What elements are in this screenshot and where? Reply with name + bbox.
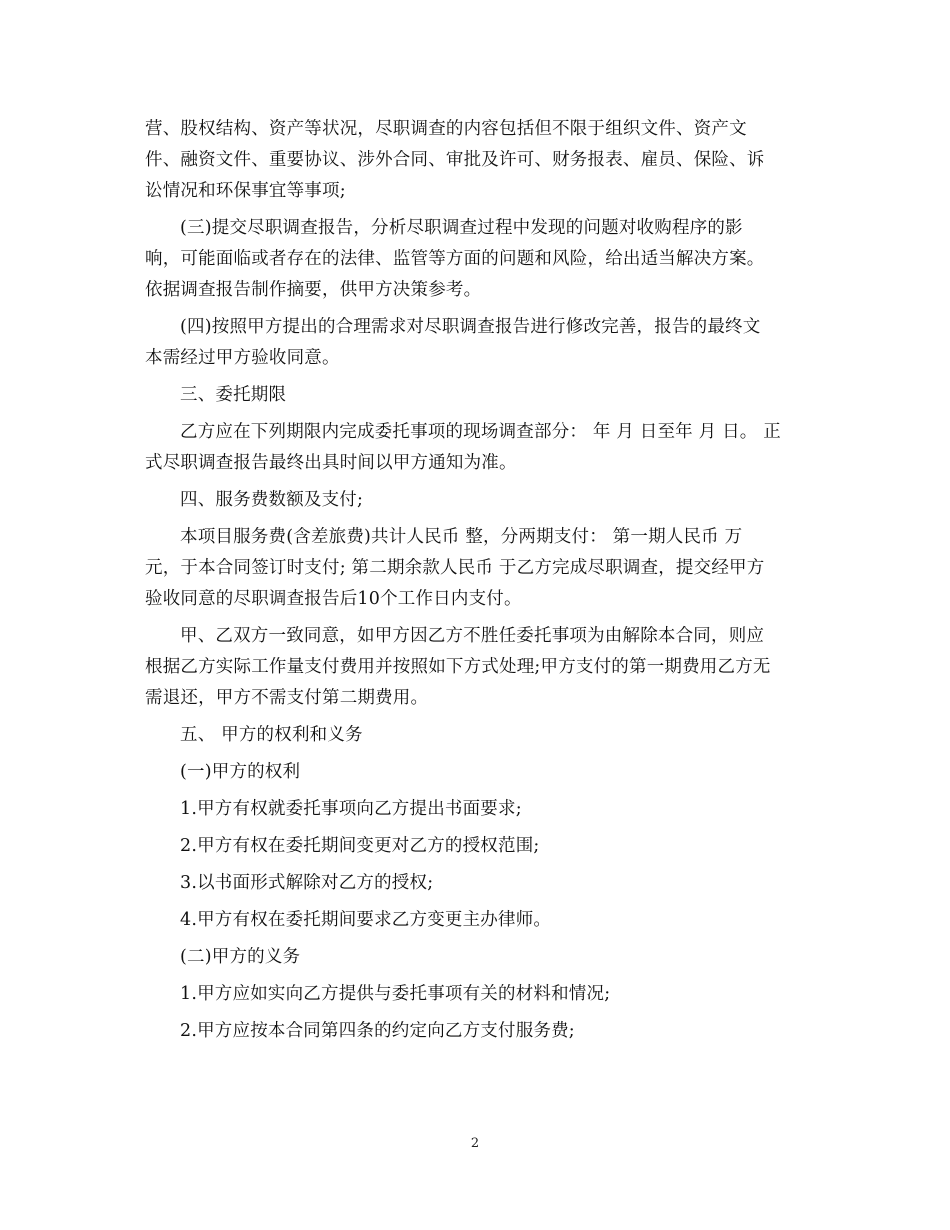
text-line: (二)甲方的义务 — [180, 947, 301, 967]
text-line: 2.甲方有权在委托期间变更对乙方的授权范围; — [180, 836, 540, 856]
text-line: 乙方应在下列期限内完成委托事项的现场调查部分： 年 月 日至年 月 日。 正 — [180, 422, 781, 442]
text-line: 讼情况和环保事宜等事项; — [145, 181, 346, 201]
paragraph — [145, 868, 810, 899]
text-line: 件、融资文件、重要协议、涉外合同、审批及许可、财务报表、雇员、保险、诉 — [145, 150, 765, 170]
text-line: 甲、乙双方一致同意，如甲方因乙方不胜任委托事项为由解除本合同，则应 — [180, 626, 765, 646]
document-body — [145, 114, 810, 1053]
text-line: 响，可能面临或者存在的法律、监管等方面的问题和风险，给出适当解决方案。 — [145, 249, 765, 269]
text-line: 四、服务费数额及支付; — [180, 490, 364, 510]
paragraph — [145, 621, 810, 714]
paragraph — [145, 485, 810, 516]
page-number: 2 — [470, 1136, 480, 1151]
paragraph — [145, 1016, 810, 1047]
paragraph — [145, 942, 810, 973]
text-line: 式尽职调查报告最终出具时间以甲方通知为准。 — [145, 453, 517, 473]
text-line: 1.甲方有权就委托事项向乙方提出书面要求; — [180, 799, 522, 819]
paragraph — [145, 522, 810, 615]
text-line: 五、 甲方的权利和义务 — [180, 725, 363, 745]
paragraph — [145, 794, 810, 825]
paragraph — [145, 213, 810, 306]
paragraph — [145, 831, 810, 862]
paragraph — [145, 757, 810, 788]
text-line: 验收同意的尽职调查报告后10个工作日内支付。 — [145, 589, 522, 609]
text-line: 4.甲方有权在委托期间要求乙方变更主办律师。 — [180, 910, 552, 930]
paragraph — [145, 979, 810, 1010]
paragraph — [145, 380, 810, 411]
text-line: 依据调查报告制作摘要，供甲方决策参考。 — [145, 280, 482, 300]
text-line: 三、委托期限 — [180, 385, 287, 405]
text-line: 2.甲方应按本合同第四条的约定向乙方支付服务费; — [180, 1021, 575, 1041]
text-line: 3.以书面形式解除对乙方的授权; — [180, 873, 434, 893]
text-line: 根据乙方实际工作量支付费用并按照如下方式处理;甲方支付的第一期费用乙方无 — [145, 657, 771, 677]
text-line: 本需经过甲方验收同意。 — [145, 348, 340, 368]
text-line: 本项目服务费(含差旅费)共计人民币 整，分两期支付： 第一期人民币 万 — [180, 527, 743, 547]
paragraph — [145, 417, 810, 479]
text-line: 需退还，甲方不需支付第二期费用。 — [145, 688, 429, 708]
paragraph — [145, 312, 810, 374]
text-line: 1.甲方应如实向乙方提供与委托事项有关的材料和情况; — [180, 984, 611, 1004]
text-line: (一)甲方的权利 — [180, 762, 301, 782]
text-line: 营、股权结构、资产等状况，尽职调查的内容包括但不限于组织文件、资产文 — [145, 119, 747, 139]
paragraph — [145, 114, 810, 207]
paragraph — [145, 905, 810, 936]
paragraph — [145, 720, 810, 751]
text-line: 元，于本合同签订时支付; 第二期余款人民币 于乙方完成尽职调查，提交经甲方 — [145, 558, 765, 578]
text-line: (四)按照甲方提出的合理需求对尽职调查报告进行修改完善，报告的最终文 — [180, 317, 761, 337]
text-line: (三)提交尽职调查报告，分析尽职调查过程中发现的问题对收购程序的影 — [180, 218, 743, 238]
